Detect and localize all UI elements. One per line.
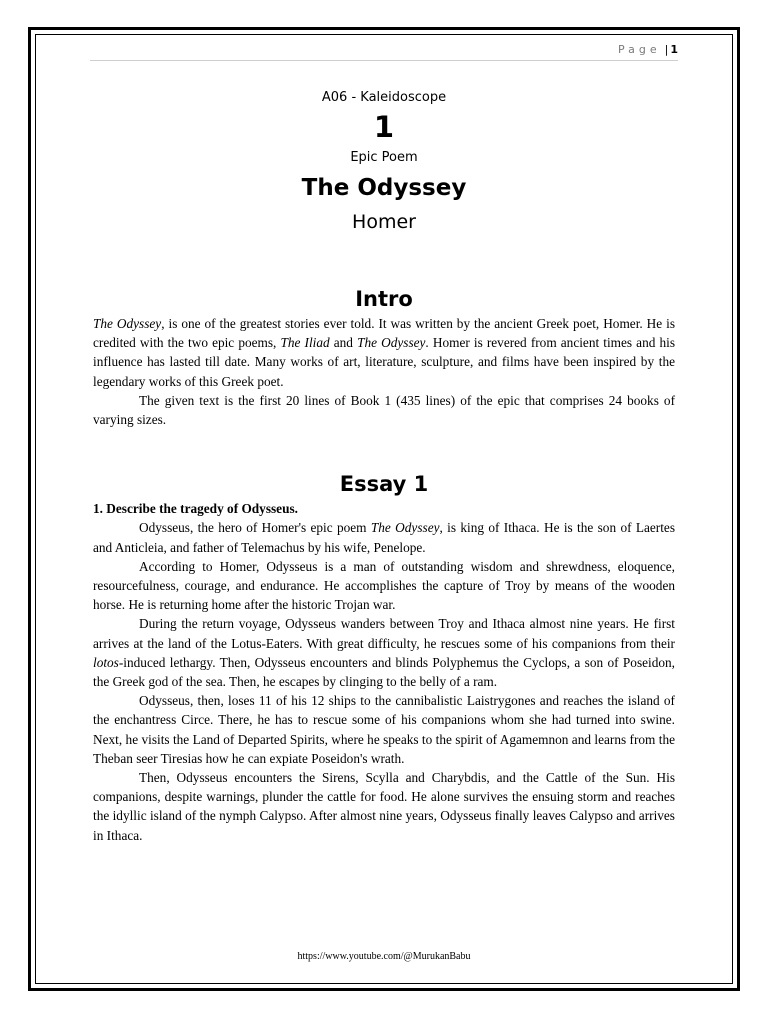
italic-title: The Odyssey xyxy=(357,335,426,351)
text-span: , is one of the greatest stories ever told. It was written by the ancient Greek poet, Homer. He is credited with the two epic poems, xyxy=(93,316,676,351)
essay-question: 1. Describe the tragedy of Odysseus. xyxy=(93,501,298,517)
essay-paragraph-4: Odysseus, then, loses 11 of his 12 ships to the cannibalistic Laistrygones and reaches the island of the enchantress Circe. There, he has to rescue some of his companions whom she had turned into swine. Next, he visits the Land of Departed Spirits, where he speaks to the spirit of Agamemnon and learns from the Theban seer Tiresias how he can expiate Poseidon's wrath. xyxy=(93,693,675,766)
italic-word: lotos xyxy=(93,654,119,670)
page-separator: | xyxy=(664,43,669,56)
footer-url[interactable]: https://www.youtube.com/@MurukanBabu xyxy=(297,951,471,962)
document-content xyxy=(93,88,675,845)
text-span: . Homer is revered from ancient times and his influence has lasted till date. Many works of art, literature, sculpture, and films have been inspired by the legendary works of this Greek poet. xyxy=(93,335,675,389)
genre-label: Epic Poem xyxy=(350,150,418,165)
text-span: and xyxy=(329,335,358,351)
italic-title: The Odyssey xyxy=(370,520,440,536)
italic-title: The Iliad xyxy=(280,335,330,351)
intro-paragraph-1 xyxy=(93,314,675,391)
intro-paragraph-2: The given text is the first 20 lines of Book 1 (435 lines) of the epic that comprises 24 books of varying sizes. xyxy=(93,392,675,428)
essay-heading: Essay 1 xyxy=(339,472,429,497)
essay-paragraph-5: Then, Odysseus encounters the Sirens, Scylla and Charybdis, and the Cattle of the Sun. His companions, despite warnings, plunder the cattle for food. He alone survives the ensuing storm and reaches the idyllic island of the nymph Calypso. After almost nine years, Odysseus finally leaves Calypso and arrives in Ithaca. xyxy=(93,770,675,843)
essay-paragraph-2: According to Homer, Odysseus is a man of outstanding wisdom and shrewdness, eloquence, resourcefulness, courage, and endurance. He accomplishes the capture of Troy by means of the wooden horse. He is returning home after the historic Trojan war. xyxy=(93,558,675,613)
author-name: Homer xyxy=(352,211,416,233)
series-label: A06 - Kaleidoscope xyxy=(321,90,447,105)
title-block xyxy=(93,88,675,236)
essay-paragraph-1 xyxy=(93,518,675,556)
page-label: Page xyxy=(617,43,661,56)
text-span: , is king of Ithaca. He is the son of Laertes and Anticleia, and father of Telemachus by his wife, Penelope. xyxy=(93,520,676,555)
text-span: During the return voyage, Odysseus wanders between Troy and Ithaca almost nine years. He first arrives at the land of the Lotus-Eaters. With great difficulty, he rescues some of his companions from their xyxy=(93,616,675,651)
document-title: The Odyssey xyxy=(301,175,467,201)
text-span: -induced lethargy. Then, Odysseus encounters and blinds Polyphemus the Cyclops, a son of Poseidon, the Greek god of the sea. Then, he escapes by clinging to the belly of a ram. xyxy=(93,654,675,690)
essay-paragraph-3 xyxy=(93,614,675,691)
intro-heading: Intro xyxy=(355,287,413,311)
page-number: 1 xyxy=(670,43,678,56)
text-span: Odysseus, the hero of Homer's epic poem xyxy=(139,520,371,536)
italic-title: The Odyssey xyxy=(93,316,162,331)
chapter-number: 1 xyxy=(373,110,395,144)
page-header xyxy=(90,40,678,61)
